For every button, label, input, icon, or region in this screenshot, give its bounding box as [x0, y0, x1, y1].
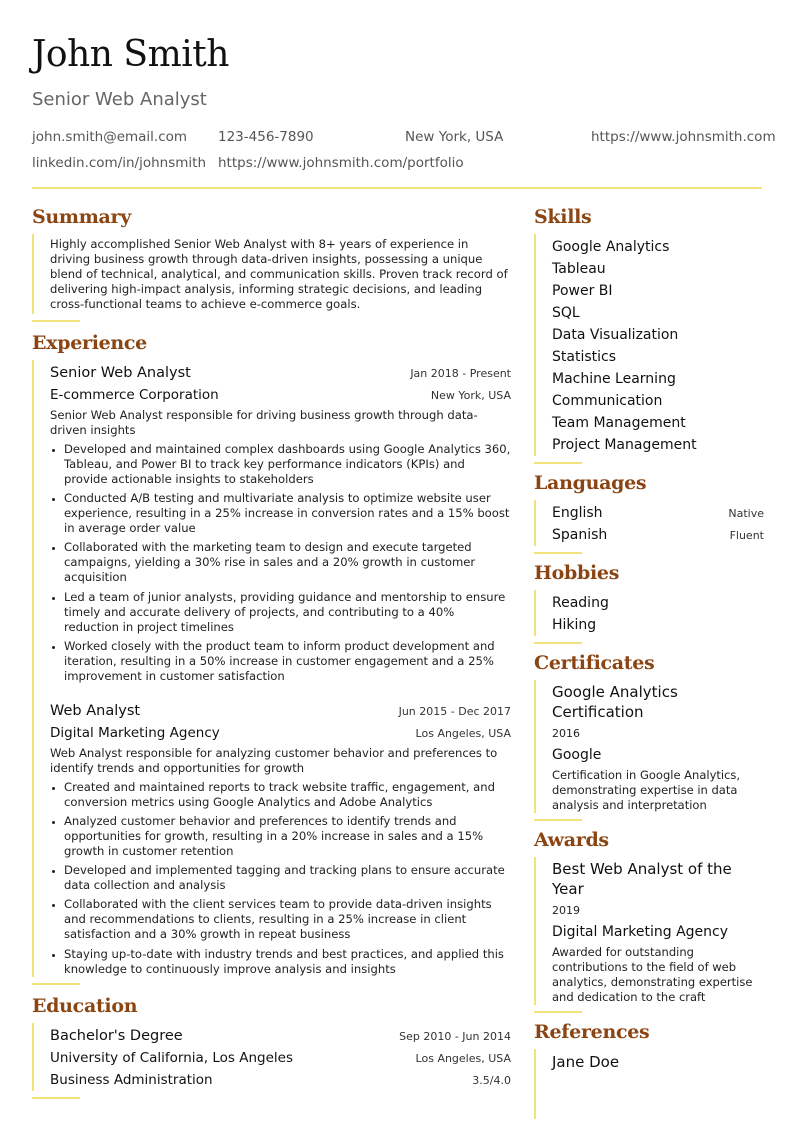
award-issuer: Digital Marketing Agency [552, 924, 729, 940]
languages-body [534, 500, 764, 546]
certificate-year: 2016 [552, 727, 580, 740]
summary-text: Highly accomplished Senior Web Analyst with 8+ years of experience in driving business growth through data-driven insights, possessing a unique blend of technical, analytical, and communication skills. Proven track record of delivering high-impact analysis, informing strategic decisions, and leading cross-functional teams to achieve e-commerce goals. [50, 237, 508, 311]
references-heading: References [534, 1021, 650, 1043]
job-bullets [50, 780, 511, 977]
job-bullet: • Staying up-to-date with industry trends and best practices, and applied this knowledge to continuously improve analysis and insights [64, 947, 511, 977]
hobbies-body [534, 590, 764, 636]
job-bullet: • Collaborated with the client services team to provide data-driven insights and recommendations to clients, resulting in a 25% increase in client satisfaction and a 30% growth in repeat business [64, 897, 511, 942]
certificate-issuer: Google [552, 747, 602, 763]
job-bullet: • Analyzed customer behavior and preferences to identify trends and opportunities for growth, resulting in a 20% increase in sales and a 15% growth in customer retention [64, 814, 511, 859]
skill-item: Statistics [552, 349, 616, 365]
experience-heading: Experience [32, 332, 147, 354]
certificates-heading: Certificates [534, 652, 655, 674]
awards-section [534, 825, 764, 1013]
education-body [32, 1023, 511, 1091]
main-column [32, 202, 511, 1099]
job-bullet: • Worked closely with the product team to inform product development and iteration, resulting in a 50% increase in customer engagement and a 25% improvement in customer satisfaction [64, 639, 511, 684]
job-location: New York, USA [430, 389, 511, 402]
section-underline [32, 983, 80, 985]
certificate-name: Google Analytics Certification [552, 683, 678, 721]
language-name: English [552, 505, 603, 521]
experience-body [32, 360, 511, 977]
section-underline [534, 642, 582, 644]
experience-section [32, 328, 511, 985]
language-row [552, 524, 764, 546]
contact-email[interactable]: john.smith@email.com [32, 129, 188, 145]
section-underline [32, 320, 80, 322]
language-level: Native [728, 507, 764, 520]
job-bullet: • Led a team of junior analysts, providing guidance and mentorship to ensure timely and accurate delivery of projects, and contributing to a 40% reduction in project timelines [64, 590, 511, 635]
job-title: Web Analyst [50, 702, 141, 719]
summary-body [32, 234, 511, 314]
hobby-item: Reading [552, 595, 609, 611]
award-name: Best Web Analyst of the Year [552, 860, 732, 898]
skills-section [534, 202, 764, 464]
contact-location: New York, USA [405, 129, 504, 145]
job-company: Digital Marketing Agency [50, 724, 220, 741]
section-underline [534, 462, 582, 464]
skill-item: Google Analytics [552, 239, 670, 255]
summary-section [32, 202, 511, 322]
section-underline [534, 1011, 582, 1013]
hobby-item: Hiking [552, 617, 597, 633]
skill-item: Data Visualization [552, 327, 679, 343]
skill-item: Machine Learning [552, 371, 676, 387]
candidate-title: Senior Web Analyst [32, 89, 207, 110]
education-field: Business Administration [50, 1071, 213, 1088]
skills-heading: Skills [534, 206, 592, 228]
award-description: Awarded for outstanding contributions to the field of web analytics, demonstrating expertise and dedication to the craft [552, 945, 753, 1004]
language-level: Fluent [729, 529, 764, 542]
job-entry [50, 360, 511, 684]
summary-heading: Summary [32, 206, 132, 228]
job-location: Los Angeles, USA [415, 726, 511, 740]
education-dates: Sep 2010 - Jun 2014 [399, 1029, 511, 1043]
education-location: Los Angeles, USA [415, 1051, 511, 1065]
education-gpa: 3.5/4.0 [472, 1073, 511, 1087]
job-dates: Jun 2015 - Dec 2017 [398, 704, 511, 718]
references-body [534, 1049, 764, 1119]
job-bullet: • Developed and implemented tagging and tracking plans to ensure accurate data collection and analysis [64, 863, 511, 893]
section-underline [32, 1097, 80, 1099]
job-entry [50, 698, 511, 977]
references-section [534, 1017, 764, 1119]
reference-name: Jane Doe [552, 1053, 620, 1071]
skills-body [534, 234, 764, 456]
education-degree: Bachelor's Degree [50, 1027, 183, 1044]
skill-item: Project Management [552, 437, 697, 453]
job-description: Senior Web Analyst responsible for driving business growth through data-driven insights [50, 408, 478, 437]
contact-website[interactable]: https://www.johnsmith.com [591, 129, 776, 145]
job-description: Web Analyst responsible for analyzing customer behavior and preferences to identify trends and opportunities for growth [50, 745, 498, 775]
contact-linkedin[interactable]: linkedin.com/in/johnsmith [32, 155, 207, 171]
job-title: Senior Web Analyst [50, 365, 191, 381]
skill-item: Power BI [552, 283, 613, 299]
awards-heading: Awards [534, 829, 609, 851]
certificates-section [534, 648, 764, 821]
skill-item: Communication [552, 393, 663, 409]
job-bullet: • Developed and maintained complex dashboards using Google Analytics 360, Tableau, and Power BI to track key performance indicators (KPIs) and provide actionable insights to stakeholders [64, 442, 511, 487]
languages-section [534, 468, 764, 554]
skill-item: SQL [552, 305, 580, 321]
job-bullet: • Conducted A/B testing and multivariate analysis to optimize website user experience, resulting in a 25% increase in conversion rates and a 15% boost in average order value [64, 491, 511, 536]
skill-item: Tableau [552, 261, 606, 277]
header-divider [32, 187, 762, 189]
job-bullet: • Collaborated with the marketing team to design and execute targeted campaigns, yielding a 30% rise in sales and a 20% growth in customer acquisition [64, 540, 511, 585]
contact-portfolio[interactable]: https://www.johnsmith.com/portfolio [218, 155, 464, 171]
skill-item: Team Management [552, 415, 686, 431]
awards-body [534, 857, 764, 1005]
education-institution: University of California, Los Angeles [50, 1049, 294, 1066]
job-dates: Jan 2018 - Present [410, 367, 511, 380]
certificate-description: Certification in Google Analytics, demonstrating expertise in data analysis and interpretation [552, 768, 741, 812]
sidebar-column [534, 202, 764, 1119]
contact-phone: 123-456-7890 [218, 129, 314, 145]
languages-heading: Languages [534, 472, 647, 494]
job-bullets [50, 442, 511, 684]
education-heading: Education [32, 994, 138, 1017]
section-underline [534, 552, 582, 554]
candidate-name: John Smith [32, 34, 229, 75]
education-section [32, 991, 511, 1099]
section-underline [534, 819, 582, 821]
language-row [552, 502, 764, 524]
job-company: E-commerce Corporation [50, 387, 219, 403]
language-name: Spanish [552, 527, 608, 543]
certificates-body [534, 680, 764, 813]
hobbies-section [534, 558, 764, 644]
award-year: 2019 [552, 904, 580, 917]
hobbies-heading: Hobbies [534, 562, 620, 584]
job-bullet: • Created and maintained reports to track website traffic, engagement, and conversion metrics using Google Analytics and Adobe Analytics [64, 780, 511, 810]
